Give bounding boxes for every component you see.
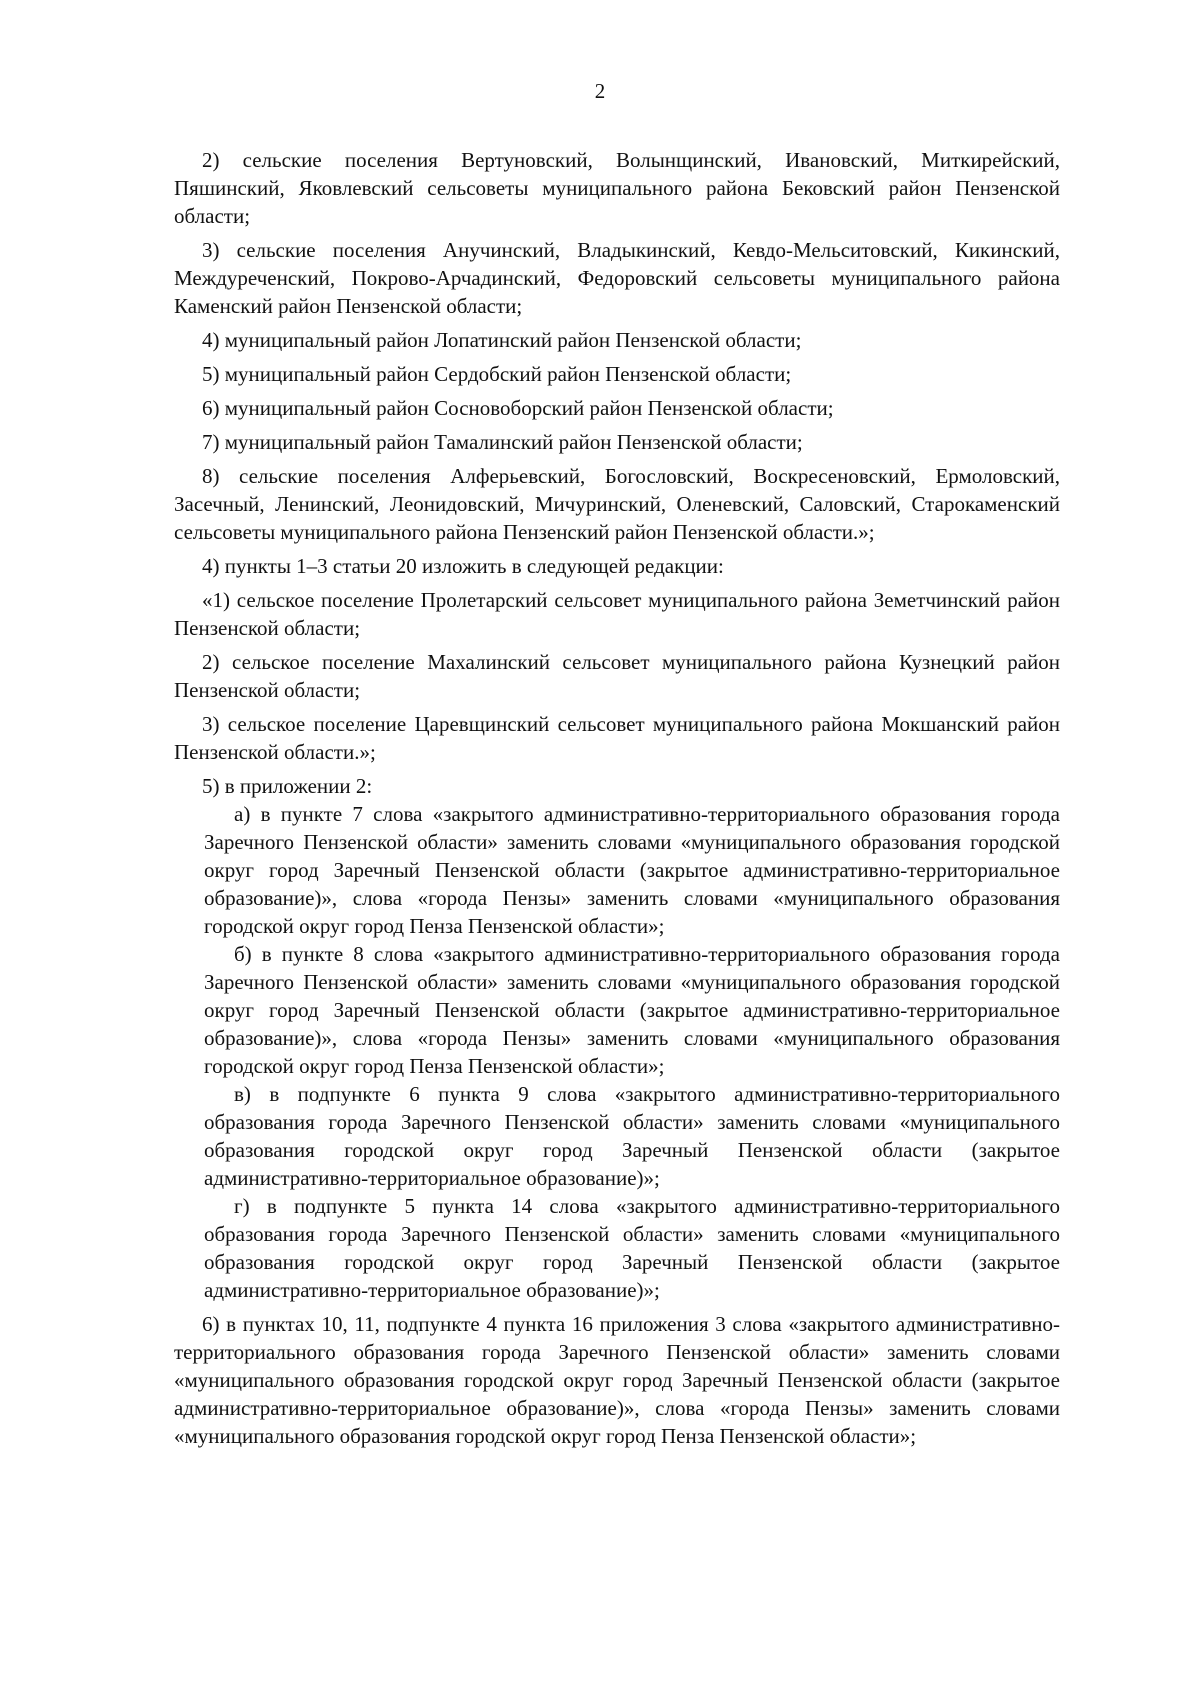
subparagraph-b: б) в пункте 8 слова «закрытого административно-территориального образования города Заречного Пензенской области» заменить словами «муниципального образования городской округ город Заречный Пензенской области (закрытое административно-территориальное образование)», слова «города Пензы» заменить словами «муниципального образования городской округ город Пенза Пензенской области»; (204, 942, 1060, 1078)
paragraph-item-8: 8) сельские поселения Алферьевский, Богословский, Воскресеновский, Ермоловский, Засечный, Ленинский, Леонидовский, Мичуринский, Оленевский, Саловский, Старокаменский сельсоветы муниципального района Пензенский район Пензенской области.»; (174, 464, 1060, 544)
paragraph-item-6: 6) муниципальный район Сосновоборский район Пензенской области; (202, 396, 834, 420)
document-body (174, 146, 1060, 1456)
paragraph-new-item-1: «1) сельское поселение Пролетарский сельсовет муниципального района Земетчинский район Пензенской области; (174, 588, 1060, 640)
paragraph-new-item-2: 2) сельское поселение Махалинский сельсовет муниципального района Кузнецкий район Пензенской области; (174, 650, 1060, 702)
paragraph-point-6: 6) в пунктах 10, 11, подпункте 4 пункта 16 приложения 3 слова «закрытого административно-территориального образования города Заречного Пензенской области» заменить словами «муниципального образования городской округ город Заречный Пензенской области (закрытое административно-территориальное образование)», слова «города Пензы» заменить словами «муниципального образования городской округ город Пенза Пензенской области»; (174, 1312, 1060, 1448)
subparagraph-a: а) в пункте 7 слова «закрытого административно-территориального образования города Заречного Пензенской области» заменить словами «муниципального образования городской округ город Заречный Пензенской области (закрытое административно-территориальное образование)», слова «города Пензы» заменить словами «муниципального образования городской округ город Пенза Пензенской области»; (204, 802, 1060, 938)
paragraph-item-5: 5) муниципальный район Сердобский район Пензенской области; (202, 362, 792, 386)
subparagraph-v: в) в подпункте 6 пункта 9 слова «закрытого административно-территориального образования города Заречного Пензенской области» заменить словами «муниципального образования городской округ город Заречный Пензенской области (закрытое административно-территориальное образование)»; (204, 1082, 1060, 1190)
paragraph-item-2: 2) сельские поселения Вертуновский, Волынщинский, Ивановский, Миткирейский, Пяшинский, Яковлевский сельсоветы муниципального района Бековский район Пензенской области; (174, 148, 1060, 228)
paragraph-new-item-3: 3) сельское поселение Царевщинский сельсовет муниципального района Мокшанский район Пензенской области.»; (174, 712, 1060, 764)
paragraph-point-4: 4) пункты 1–3 статьи 20 изложить в следующей редакции: (202, 554, 724, 578)
paragraph-point-5: 5) в приложении 2: (202, 774, 373, 798)
page-number: 2 (594, 79, 606, 103)
paragraph-item-4: 4) муниципальный район Лопатинский район Пензенской области; (202, 328, 802, 352)
paragraph-item-7: 7) муниципальный район Тамалинский район Пензенской области; (202, 430, 803, 454)
subparagraph-g: г) в подпункте 5 пункта 14 слова «закрытого административно-территориального образования города Заречного Пензенской области» заменить словами «муниципального образования городской округ город Заречный Пензенской области (закрытое административно-территориальное образование)»; (204, 1194, 1060, 1302)
paragraph-item-3: 3) сельские поселения Анучинский, Владыкинский, Кевдо-Мельситовский, Кикинский, Междуреченский, Покрово-Арчадинский, Федоровский сельсоветы муниципального района Каменский район Пензенской области; (174, 238, 1060, 318)
